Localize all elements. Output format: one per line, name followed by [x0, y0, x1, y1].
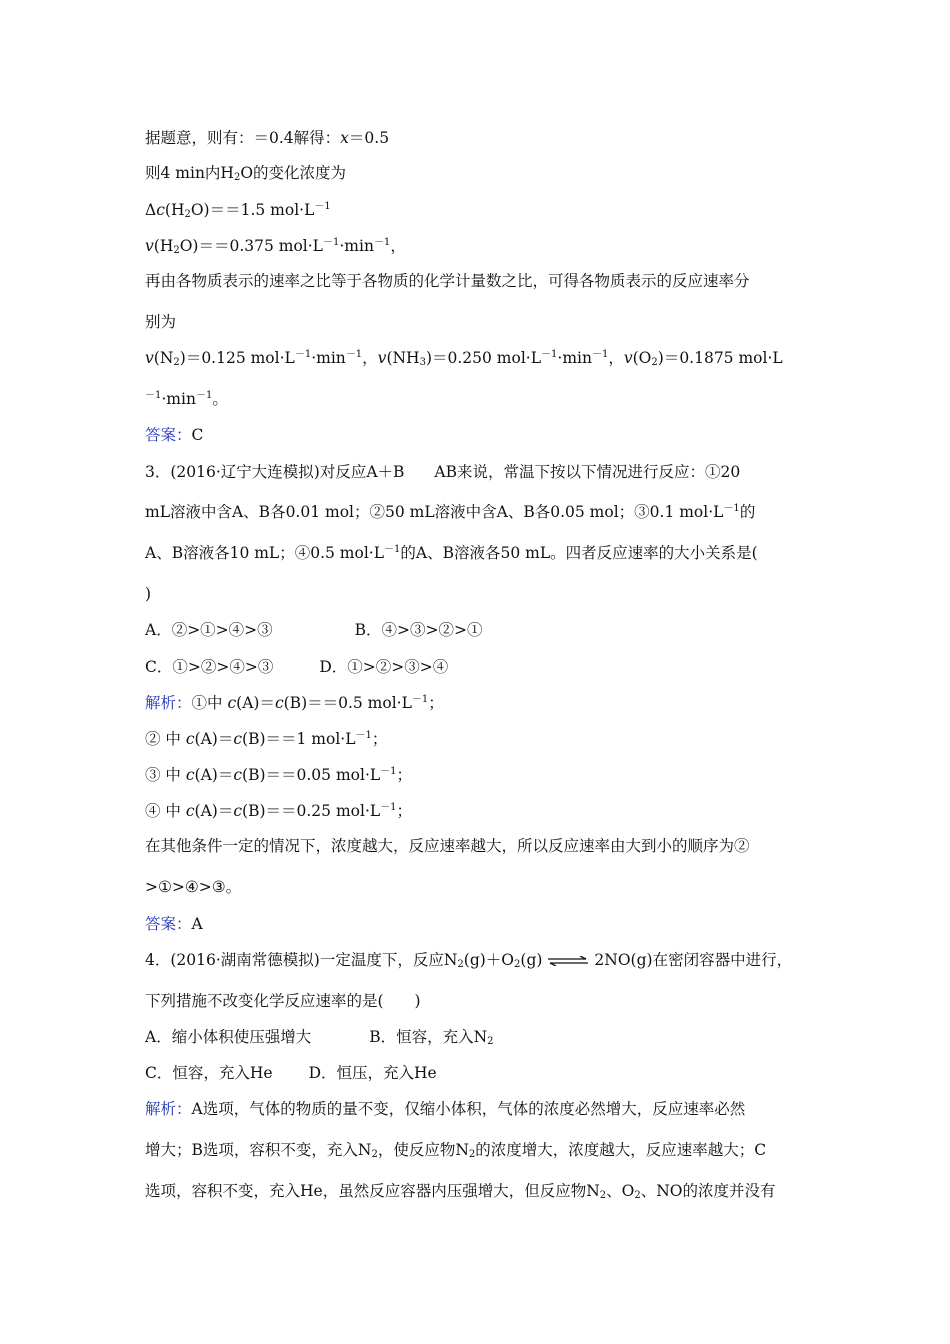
text-line-3	[145, 200, 331, 220]
text: A选项，气体的物质的量不变，仅缩小体积，气体的浓度必然增大，反应速率必然	[191, 1100, 746, 1118]
text: ·min	[311, 349, 346, 367]
text: ；	[371, 730, 388, 748]
text: )＝0.125 mol·L	[179, 349, 295, 367]
variable: c	[274, 694, 284, 712]
text: (A)＝	[194, 802, 234, 820]
text: 别为	[145, 313, 177, 331]
analysis-line-4	[145, 801, 412, 821]
text-line-2	[145, 163, 346, 183]
question-3-options-row-1	[145, 620, 483, 640]
text-line-4	[145, 236, 406, 256]
text: (B)＝＝0.5 mol·L	[283, 694, 412, 712]
text: AB来说，常温下按以下情况进行反应：①20	[434, 463, 741, 481]
option-b: B．恒容，充入N	[369, 1028, 488, 1046]
variable: c	[185, 730, 195, 748]
subscript: 2	[173, 357, 180, 368]
subscript: 2	[634, 1190, 641, 1201]
text-line-7	[145, 348, 783, 368]
text: Δ	[145, 201, 157, 219]
subscript: 2	[514, 959, 521, 970]
superscript: －1	[384, 544, 401, 555]
superscript: －1	[322, 237, 340, 248]
text: (A)＝	[236, 694, 275, 712]
text: (B)＝＝0.05 mol·L	[242, 766, 381, 784]
superscript: －1	[380, 766, 397, 777]
superscript: －1	[373, 237, 391, 248]
text: (g)	[520, 951, 543, 969]
text: ；	[396, 802, 413, 820]
text: ＝0.5	[348, 129, 390, 147]
text: O)＝＝0.375 mol·L	[179, 237, 323, 255]
text: (B)＝＝1 mol·L	[242, 730, 356, 748]
text: ，使反应物N	[377, 1141, 469, 1159]
text: ·min	[339, 237, 374, 255]
variable: c	[233, 802, 243, 820]
question-3-line-3	[145, 543, 758, 563]
text: 再由各物质表示的速率之比等于各物质的化学计量数之比，可得各物质表示的反应速率分	[145, 272, 750, 290]
variable: c	[233, 766, 243, 784]
superscript: －1	[195, 390, 213, 401]
option-c: C．恒容，充入He	[145, 1064, 273, 1082]
text-line-6	[145, 312, 176, 332]
analysis-line-9	[145, 1181, 776, 1201]
variable: v	[623, 349, 633, 367]
question-3-options-row-2	[145, 657, 448, 677]
answer-value: A	[191, 915, 203, 933]
text: (NH	[386, 349, 420, 367]
text: 下列措施不改变化学反应速率的是( )	[145, 992, 421, 1010]
variable: x	[340, 129, 349, 147]
superscript: －1	[145, 390, 162, 401]
variable: c	[185, 802, 195, 820]
text: ，	[390, 237, 406, 255]
analysis-line-7	[145, 1099, 745, 1119]
text: (H	[153, 237, 174, 255]
variable: c	[156, 201, 165, 219]
analysis-label: 解析：	[145, 1100, 192, 1118]
text: 据题意，则有：＝0.4解得：	[145, 129, 341, 147]
answer-line-2	[145, 914, 203, 934]
subscript: 2	[468, 1149, 476, 1160]
option-c: C．①>②>④>③	[145, 658, 274, 676]
subscript: 2	[599, 1190, 607, 1201]
text: ；	[396, 766, 413, 784]
question-4-line-2	[145, 991, 421, 1011]
text: ④ 中	[145, 802, 186, 820]
text: )＝0.250 mol·L	[425, 349, 542, 367]
text: 。	[212, 390, 228, 408]
answer-line-1	[145, 425, 203, 445]
text: mL溶液中含A、B各0.01 mol；②50 mL溶液中含A、B各0.05 mol；③0.1 mol·L	[145, 503, 724, 521]
text: 则4 min内H	[145, 164, 234, 182]
subscript: 2	[651, 357, 658, 368]
variable: c	[227, 694, 237, 712]
text: ，	[362, 349, 378, 367]
text: ①中	[191, 694, 228, 712]
text-line-1	[145, 128, 389, 148]
question-3-line-1	[145, 462, 740, 482]
text: 在其他条件一定的情况下，浓度越大，反应速率越大，所以反应速率由大到小的顺序为②	[145, 837, 750, 855]
superscript: －1	[380, 802, 397, 813]
question-4-options-row-2	[145, 1063, 437, 1083]
option-d: D．恒压，充入He	[308, 1064, 437, 1082]
text: 、NO的浓度并没有	[640, 1182, 776, 1200]
analysis-line-5	[145, 836, 750, 856]
text: (A)＝	[194, 766, 234, 784]
text: 4．(2016·湖南常德模拟)一定温度下，反应N	[145, 951, 458, 969]
variable: c	[233, 730, 243, 748]
option-b: B．④>③>②>①	[354, 621, 483, 639]
analysis-label: 解析：	[145, 694, 192, 712]
option-a: A．②>①>④>③	[145, 621, 273, 639]
answer-value: C	[191, 426, 204, 444]
variable: c	[185, 766, 195, 784]
answer-label: 答案：	[145, 915, 192, 933]
text: 的	[739, 503, 756, 521]
text: ·min	[557, 349, 592, 367]
analysis-line-2	[145, 729, 387, 749]
subscript: 2	[173, 245, 180, 256]
subscript: 2	[233, 172, 241, 183]
superscript: －1	[541, 349, 558, 360]
text: 选项，容积不变，充入He，虽然反应容器内压强增大，但反应物N	[145, 1182, 600, 1200]
variable: v	[377, 349, 387, 367]
question-4-line-1	[145, 950, 792, 970]
text: (A)＝	[194, 730, 234, 748]
text: ·min	[161, 390, 196, 408]
text: 的浓度增大，浓度越大，反应速率越大；C	[475, 1141, 767, 1159]
option-d: D．①>②>③>④	[319, 658, 449, 676]
subscript: 2	[184, 209, 191, 220]
superscript: －1	[723, 503, 740, 514]
text: 2NO(g)在密闭容器中进行，	[594, 951, 793, 969]
text: )	[145, 585, 152, 603]
text: (B)＝＝0.25 mol·L	[242, 802, 381, 820]
analysis-line-3	[145, 765, 412, 785]
text: (N	[153, 349, 174, 367]
question-3-line-4	[145, 584, 151, 604]
superscript: －1	[355, 730, 372, 741]
variable: v	[145, 349, 154, 367]
superscript: －1	[411, 694, 429, 705]
question-3-line-2	[145, 502, 755, 522]
subscript: 2	[371, 1149, 378, 1160]
text: (H	[164, 201, 185, 219]
text: ，	[608, 349, 624, 367]
analysis-line-8	[145, 1140, 766, 1160]
superscript: －1	[294, 349, 312, 360]
text: 增大；B选项，容积不变，充入N	[145, 1141, 372, 1159]
text: 3．(2016·辽宁大连模拟)对反应A＋B	[145, 463, 405, 481]
question-4-options-row-1	[145, 1027, 494, 1047]
superscript: －1	[345, 349, 363, 360]
text: 的A、B溶液各50 mL。四者反应速率的大小关系是(	[400, 544, 758, 562]
subscript: 2	[457, 959, 464, 970]
text: ② 中	[145, 730, 186, 748]
equilibrium-arrow-icon	[546, 956, 590, 966]
option-a: A．缩小体积使压强增大	[145, 1028, 312, 1046]
subscript: 2	[487, 1036, 494, 1047]
subscript: 3	[419, 357, 426, 368]
text: ③ 中	[145, 766, 186, 784]
analysis-line-6	[145, 877, 241, 897]
text: )＝0.1875 mol·L	[657, 349, 783, 367]
text: A、B溶液各10 mL；④0.5 mol·L	[145, 544, 385, 562]
variable: v	[145, 237, 154, 255]
text: ；	[428, 694, 444, 712]
superscript: －1	[314, 201, 331, 212]
text-line-5	[145, 271, 750, 291]
text: O的变化浓度为	[240, 164, 347, 182]
text-line-8	[145, 389, 228, 409]
superscript: －1	[591, 349, 609, 360]
text: (O	[632, 349, 652, 367]
text: (g)＋O	[463, 951, 515, 969]
answer-label: 答案：	[145, 426, 192, 444]
analysis-line-1	[145, 693, 444, 713]
text: >①>④>③。	[145, 878, 242, 896]
text: O)＝＝1.5 mol·L	[190, 201, 315, 219]
text: 、O	[606, 1182, 635, 1200]
